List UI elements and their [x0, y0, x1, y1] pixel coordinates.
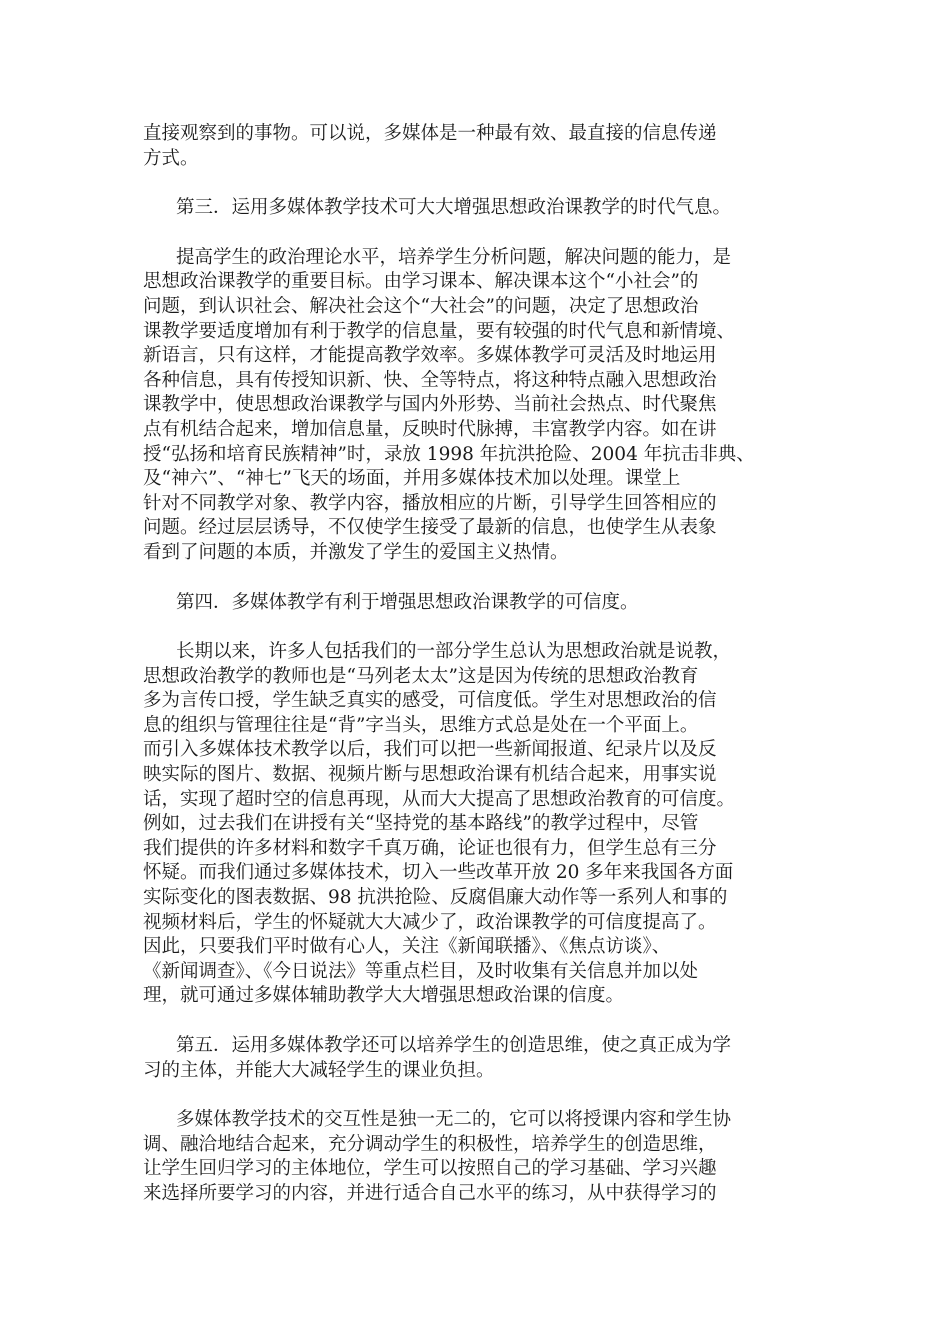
- paragraph-line: 息的组织与管理往往是“背”字当头，思维方式总是处在一个平面上。: [143, 714, 699, 736]
- section-heading-fifth: 第五．运用多媒体教学还可以培养学生的创造思维，使之真正成为学: [176, 1035, 732, 1056]
- paragraph-line: 映实际的图片、数据、视频片断与思想政治课有机结合起来，用事实说: [143, 764, 717, 786]
- paragraph-line: 我们提供的许多材料和数字千真万确，论证也很有力，但学生总有三分: [143, 837, 717, 859]
- paragraph-line: 话，实现了超时空的信息再现，从而大大提高了思想政治教育的可信度。: [143, 788, 736, 810]
- paragraph-line: 针对不同教学对象、教学内容，播放相应的片断，引导学生回答相应的: [143, 492, 717, 514]
- paragraph-line: 方式。: [143, 147, 199, 169]
- paragraph-line: 点有机结合起来，增加信息量，反映时代脉搏，丰富教学内容。如在讲: [143, 418, 717, 440]
- paragraph-line: 授“弘扬和培育民族精神”时，录放 1998 年抗洪抢险、2004 年抗击非典、: [143, 443, 755, 465]
- section-heading-fourth: 第四．多媒体教学有利于增强思想政治课教学的可信度。: [176, 591, 639, 613]
- paragraph-line: 课教学中，使思想政治课教学与国内外形势、当前社会热点、时代聚焦: [143, 394, 717, 416]
- paragraph-line: 视频材料后，学生的怀疑就大大减少了，政治课教学的可信度提高了。: [143, 911, 717, 933]
- paragraph-line: 调、融洽地结合起来，充分调动学生的积极性，培养学生的创造思维，: [143, 1133, 717, 1155]
- paragraph-line: 多媒体教学技术的交互性是独一无二的，它可以将授课内容和学生协: [176, 1109, 732, 1131]
- section-heading-fifth-continued: 习的主体，并能大大减轻学生的课业负担。: [143, 1059, 495, 1081]
- paragraph-line: 实际变化的图表数据、98 抗洪抢险、反腐倡廉大动作等一系列人和事的: [143, 887, 728, 909]
- paragraph-line: 来选择所要学习的内容，并进行适合自己水平的练习，从中获得学习的: [143, 1182, 717, 1204]
- paragraph-line: 而引入多媒体技术教学以后，我们可以把一些新闻报道、纪录片以及反: [143, 739, 717, 761]
- paragraph-line: 例如，过去我们在讲授有关“坚持党的基本路线”的教学过程中，尽管: [143, 813, 699, 835]
- paragraph-line: 看到了问题的本质，并激发了学生的爱国主义热情。: [143, 541, 569, 563]
- paragraph-line: 让学生回归学习的主体地位，学生可以按照自己的学习基础、学习兴趣: [143, 1158, 717, 1180]
- paragraph-line: 问题。经过层层诱导，不仅使学生接受了最新的信息，也使学生从表象: [143, 517, 717, 539]
- paragraph-line: 问题，到认识社会、解决社会这个“大社会”的问题，决定了思想政治: [143, 295, 699, 317]
- paragraph-line: 怀疑。而我们通过多媒体技术，切入一些改革开放 20 多年来我国各方面: [143, 862, 734, 884]
- paragraph-line: 直接观察到的事物。可以说，多媒体是一种最有效、最直接的信息传递: [143, 123, 717, 144]
- paragraph-line: 新语言，只有这样，才能提高教学效率。多媒体教学可灵活及时地运用: [143, 345, 717, 367]
- paragraph-line: 各种信息，具有传授知识新、快、全等特点，将这种特点融入思想政治: [143, 369, 717, 391]
- paragraph-line: 《新闻调查》、《今日说法》等重点栏目，及时收集有关信息并加以处: [143, 960, 699, 982]
- paragraph-line: 课教学要适度增加有利于教学的信息量，要有较强的时代气息和新情境、: [143, 320, 736, 342]
- paragraph-line: 理，就可通过多媒体辅助教学大大增强思想政治课的信度。: [143, 985, 625, 1007]
- paragraph-line: 长期以来，许多人包括我们的一部分学生总认为思想政治就是说教，: [176, 641, 732, 663]
- paragraph-line: 因此，只要我们平时做有心人，关注《新闻联播》、《焦点访谈》、: [143, 936, 671, 958]
- paragraph-line: 思想政治教学的教师也是“马列老太太”这是因为传统的思想政治教育: [143, 665, 699, 687]
- paragraph-line: 多为言传口授，学生缺乏真实的感受，可信度低。学生对思想政治的信: [143, 690, 717, 712]
- paragraph-line: 提高学生的政治理论水平，培养学生分析问题，解决问题的能力，是: [176, 246, 732, 268]
- section-heading-third: 第三．运用多媒体教学技术可大大增强思想政治课教学的时代气息。: [176, 197, 732, 219]
- document-body: [143, 122, 813, 1207]
- paragraph-line: 及“神六”、“神七”飞天的场面，并用多媒体技术加以处理。课堂上: [143, 468, 681, 490]
- paragraph-line: 思想政治课教学的重要目标。由学习课本、解决课本这个“小社会”的: [143, 271, 699, 293]
